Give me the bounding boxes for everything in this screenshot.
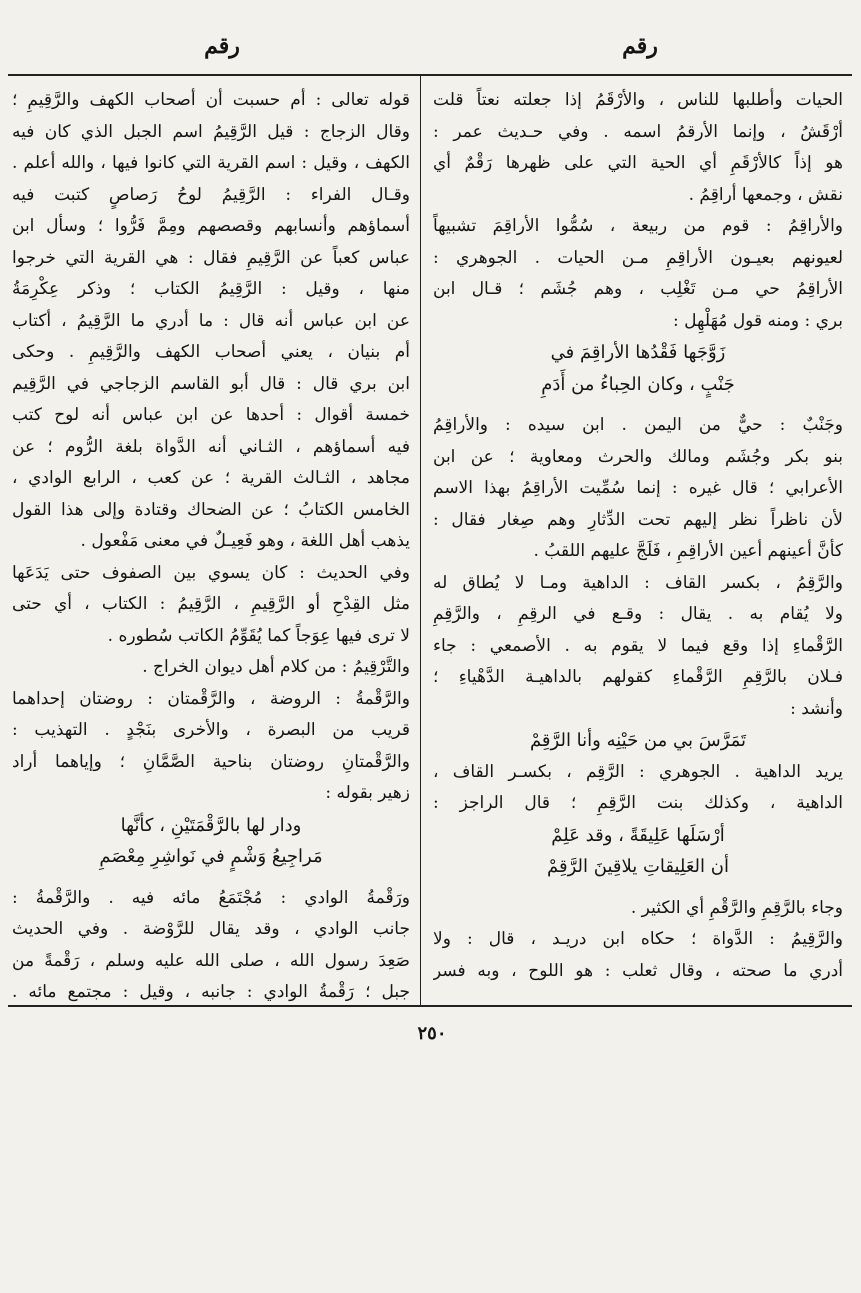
text-line: والرَّقِمُ ، بكسر القاف : الداهية ومـا لا يُطاق له xyxy=(433,572,843,593)
text-line: والتَّرْقِيمُ : من كلام أهل ديوان الخراج . xyxy=(142,657,410,677)
text-line: جانب الوادي ، وقد يقال للرَّوْضة . وفي الحديث xyxy=(12,919,410,939)
text-line: الداهية ، وكذلك بنت الرَّقِمِ ؛ قال الراجز : xyxy=(433,793,843,813)
text-line: مجاهد ، الثـالث القرية ؛ عن كعب ، الرابع الوادي ، xyxy=(12,468,410,488)
bottom-rule xyxy=(8,1005,852,1007)
text-line: زهير بقوله : xyxy=(325,783,410,803)
text-line: لعيونهم بعيـون الأراقِمِ مـن الحيات . الجوهري : xyxy=(433,247,843,268)
text-line: نقش ، وجمعها أراقِمُ . xyxy=(688,184,843,205)
text-line: صَعِدَ رسول الله ، صلى الله عليه وسلم ، رَقْمةً من xyxy=(12,950,410,971)
text-line: وجَنْبٌ : حيٌّ من اليمن . ابن سيده : والأراقِمُ xyxy=(433,415,843,435)
text-line: وفي الحديث : كان يسوي بين الصفوف حتى يَدَعَها xyxy=(12,562,410,583)
text-line: وقـال الفراء : الرَّقِيمُ لوحُ رَصاصٍ كتبت فيه xyxy=(12,184,410,205)
text-line: فـلان بالرَّقِمِ الرَّقْماءِ كقولهم بالداهيـة الدَّهْياءِ ؛ xyxy=(433,667,843,687)
text-line: الأعرابي ؛ قال غيره : إنما سُمِّيت الأراقِمُ بهذا الاسم xyxy=(433,478,843,498)
text-line: مثل القِدْحِ أو الرَّقِيمِ ، الرَّقِيمُ : الكتاب ، أي حتى xyxy=(12,594,410,614)
text-line: أدري ما صحته ، وقال ثعلب : هو اللوح ، وبه فسر xyxy=(433,960,843,981)
text-line: والرَّقْمةُ : الروضة ، والرَّقْمتان : روضتان إحداهما xyxy=(12,688,410,709)
verse-line: جَنْبٍ ، وكان الحِباءُ من أَدَمِ xyxy=(541,373,735,395)
text-line: قريب من البصرة ، والأخرى بنَجْدٍ . التهذيب : xyxy=(12,720,410,740)
left-column xyxy=(12,85,410,1009)
text-line: أرْقَشُ ، وإنما الأرقمُ اسمه . وفي حـديث عمر : xyxy=(433,121,843,142)
text-line: والرَّقِيمُ : الدَّواة ؛ حكاه ابن دريـد ، قال : ولا xyxy=(433,929,843,949)
text-line: فيه أسماؤهم ، الثـاني أنه الدَّواة بلغة الرُّوم ؛ عن xyxy=(12,436,410,457)
spacer xyxy=(12,873,410,883)
spacer xyxy=(433,883,843,893)
header-word-left: رقم xyxy=(204,33,240,59)
right-column xyxy=(433,85,843,987)
text-line: الأراقِمُ حي مـن تَغْلِب ، وهم جُشَم ؛ قـال ابن xyxy=(433,279,843,299)
text-line: ابن بري قال : قال أبو القاسم الزجاجي في الرَّقِيم xyxy=(12,373,410,394)
text-line: ورَقْمةُ الوادي : مُجْتَمَعُ مائه فيه . والرَّقْمةُ : xyxy=(12,887,410,908)
text-line: ولا يُقام به . يقال : وقـع في الرقِمِ ، والرَّقِمِ xyxy=(433,604,843,624)
header-word-right: رقم xyxy=(622,33,658,59)
verse-line: ودار لها بالرَّقْمَتَيْنِ ، كأنَّها xyxy=(120,814,302,836)
text-line: قوله تعالى : أم حسبت أن أصحاب الكهف والرَّقِيمِ ؛ xyxy=(12,90,410,110)
column-separator xyxy=(420,76,421,1005)
text-line: الكهف ، وقيل : اسم القرية التي كانوا فيها ، والله أعلم . xyxy=(12,153,410,173)
top-rule xyxy=(8,74,852,76)
page-number: ٢٥٠ xyxy=(417,1023,447,1044)
text-line: أم بنيان ، يعني أصحاب الكهف والرَّقِيمِ . وحكى xyxy=(12,342,410,362)
verse-line: أرْسَلَها عَلِيقَةً ، وقد عَلِمْ xyxy=(551,824,725,846)
verse-line: تَمَرَّسَ بي من حَيْنِه وأنا الرَّقِمْ xyxy=(529,730,747,751)
text-line: يريد الداهية . الجوهري : الرَّقِم ، بكسـر القاف ، xyxy=(433,761,843,782)
verse-line: زَوَّجَها فَقْدُها الأراقِمَ في xyxy=(550,342,726,363)
text-line: هو إذاً كالأرْقَمِ أي الحية التي على ظهرها رَقْمٌ أي xyxy=(433,153,843,173)
text-line: عن ابن عباس أنه قال : ما أدري ما الرَّقِيمُ ، أكتاب xyxy=(12,310,410,331)
text-line: بري : ومنه قول مُهَلْهِل : xyxy=(673,310,843,331)
text-line: بنو بكر وجُشَم ومالك والحرث ومعاوية ؛ عن ابن xyxy=(433,446,843,467)
text-line: لأن ناظراً نظر إليهم تحت الدِّثارِ وهم صِغار فقال : xyxy=(433,509,843,530)
text-line: وقال الزجاج : قيل الرَّقِيمُ اسم الجبل الذي كان فيه xyxy=(12,121,410,142)
text-line: منها ، وقيل : الرَّقِيمُ الكتاب ؛ وذكر عِكْرِمَةُ xyxy=(12,279,410,299)
verse-line: أن العَلِيقاتِ يلاقِينَ الرَّقِمْ xyxy=(547,856,729,877)
text-line: كأنَّ أعينهم أعين الأراقِمِ ، فَلَجَّ عليهم اللقبُ . xyxy=(533,541,843,561)
text-line: عباس كعباً عن الرَّقِيمِ فقال : هي القرية التي خرجوا xyxy=(12,247,410,268)
spacer xyxy=(433,400,843,410)
text-line: الخامس الكتابُ ؛ عن الضحاك وقتادة وإلى هذا القول xyxy=(12,499,410,520)
text-line: جبل ؛ رَقْمةُ الوادي : جانبه ، وقيل : مجتمع مائه . xyxy=(12,982,410,1002)
text-line: خمسة أقوال : أحدها عن ابن عباس أنه لوح كتب xyxy=(12,405,410,425)
verse-line: مَراجِيعُ وَشْمٍ في نَواشِرِ مِعْصَمِ xyxy=(99,846,323,867)
text-line: وجاء بالرَّقِمِ والرَّقْمِ أي الكثير . xyxy=(630,897,843,918)
text-line: الحيات وأطلبها للناس ، والأرْقَمُ إذا جعلته نعتاً قلت xyxy=(433,90,843,110)
text-line: والأراقِمُ : قوم من ربيعة ، سُمُّوا الأراقِمَ تشبيهاً xyxy=(433,216,843,236)
text-line: أسماؤهم وأنسابهم وقصصهم ومِمَّ فَرُّوا ؛ وسأل ابن xyxy=(12,216,410,236)
text-line: وأنشد : xyxy=(790,698,843,719)
text-line: والرَّقْمتانِ روضتان بناحية الصَّمَّانِ ؛ وإياهما أراد xyxy=(12,751,410,772)
text-line: الرَّقْماءِ إذا وقع فيما لا يقوم به . الأصمعي : جاء xyxy=(433,635,843,656)
text-line: يذهب أهل اللغة ، وهو فَعِيـلٌ في معنى مَفْعول . xyxy=(80,531,410,551)
text-line: لا ترى فيها عِوَجاً كما يُقَوِّمُ الكاتب سُطوره . xyxy=(107,625,410,646)
